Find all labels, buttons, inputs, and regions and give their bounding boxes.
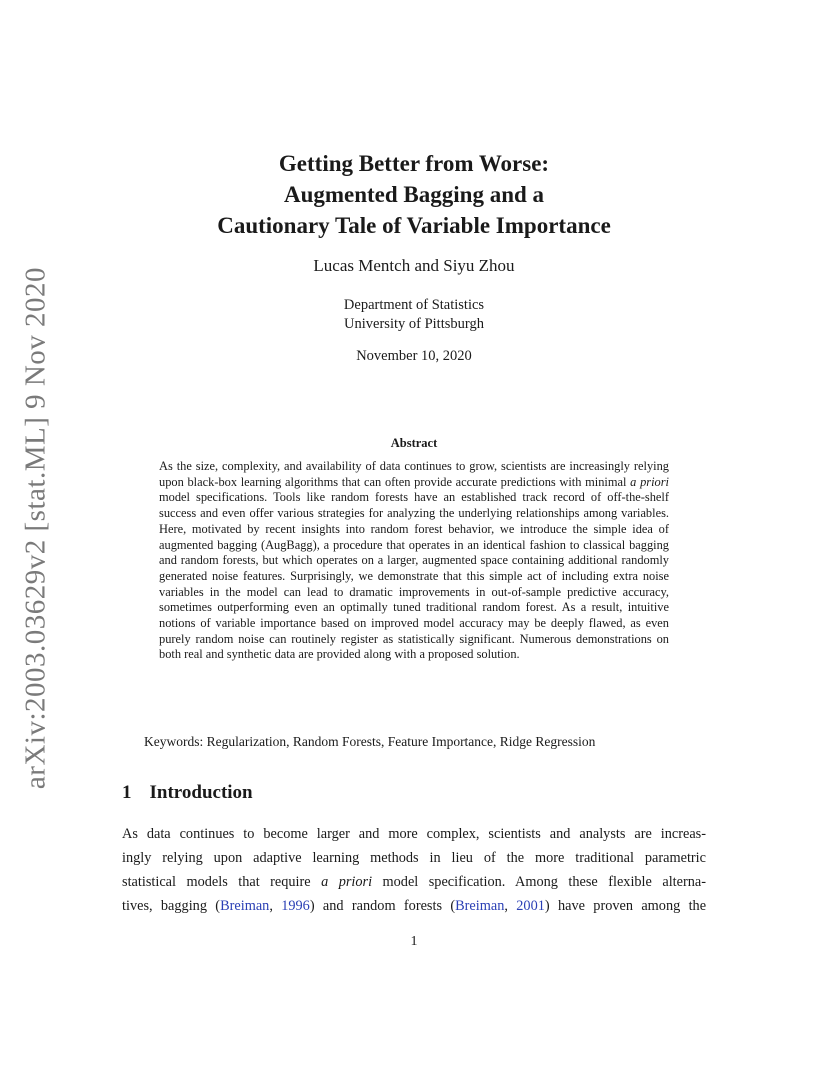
page-number: 1	[410, 934, 418, 949]
department: Department of Statistics	[343, 297, 485, 313]
intro-line-3	[122, 870, 706, 894]
affiliation	[0, 296, 828, 334]
citation-separator-1: ,	[269, 898, 282, 914]
abstract-italic-a-priori: a priori	[630, 474, 669, 489]
intro-line-3-text-b: model specification. Among these flexible alterna-	[372, 874, 706, 890]
intro-line-3-text-a: statistical models that require	[122, 874, 322, 890]
citation-breiman-2001-author[interactable]: Breiman	[455, 898, 505, 914]
abstract-heading: Abstract	[390, 436, 438, 450]
citation-breiman-1996-author[interactable]: Breiman	[220, 898, 270, 914]
title-line-1: Getting Better from Worse:	[278, 151, 550, 176]
university: University of Pittsburgh	[344, 316, 484, 332]
arxiv-identifier-stamp: arXiv:2003.03629v2 [stat.ML] 9 Nov 2020	[19, 266, 52, 790]
title-line-3: Cautionary Tale of Variable Importance	[217, 213, 611, 238]
introduction-paragraph	[122, 822, 706, 918]
title-line-2: Augmented Bagging and a	[283, 182, 545, 207]
keywords: Keywords: Regularization, Random Forests, Feature Importance, Ridge Regression	[144, 734, 596, 749]
authors: Lucas Mentch and Siyu Zhou	[313, 256, 515, 275]
citation-breiman-2001-year[interactable]: 2001	[516, 898, 545, 914]
citation-breiman-1996-year[interactable]: 1996	[281, 898, 310, 914]
section-title: Introduction	[149, 782, 253, 803]
intro-italic-a-priori: a priori	[321, 874, 373, 890]
intro-line-4-text-b: ) and random forests (	[309, 898, 456, 914]
abstract-body	[159, 459, 669, 663]
intro-line-2: ingly relying upon adaptive learning methods in lieu of the more traditional parametric	[122, 850, 706, 866]
abstract-text-part-1: As the size, complexity, and availability of data continues to grow, scientists are increasingly relying upon black-box learning algorithms that can often provide accurate predictions with minimal	[159, 459, 669, 489]
intro-line-4	[122, 894, 706, 918]
citation-separator-2: ,	[504, 898, 517, 914]
intro-line-4-text-a: tives, bagging (	[122, 898, 221, 914]
intro-line-1: As data continues to become larger and more complex, scientists and analysts are increas-	[122, 826, 706, 842]
section-number: 1	[122, 782, 132, 803]
paper-title	[0, 148, 828, 241]
intro-line-4-text-c: ) have proven among the	[544, 898, 707, 914]
section-heading-introduction	[122, 782, 253, 804]
abstract-text-part-2: model specifications. Tools like random forests have an established track record of off-the-shelf success and even offer various strategies for analyzing the underlying relationships among variables. Here, motivated by recent insights into random forest behavior, we introduce the simple idea of augmented bagging (AugBagg), a procedure that operates in an identical fashion to classical bagging and random forests, but which operates on a larger, augmented space containing additional randomly generated noise features. Surprisingly, we demonstrate that this simple act of including extra noise variables in the model can lead to dramatic improvements in out-of-sample predictive accuracy, sometimes outperforming even an optimally tuned traditional random forest. As a result, intuitive notions of variable importance based on improved model accuracy may be deeply flawed, as even purely random noise can routinely register as statistically significant. Numerous demonstrations on both real and synthetic data are provided along with a proposed solution.	[159, 490, 669, 662]
paper-date: November 10, 2020	[356, 348, 472, 364]
